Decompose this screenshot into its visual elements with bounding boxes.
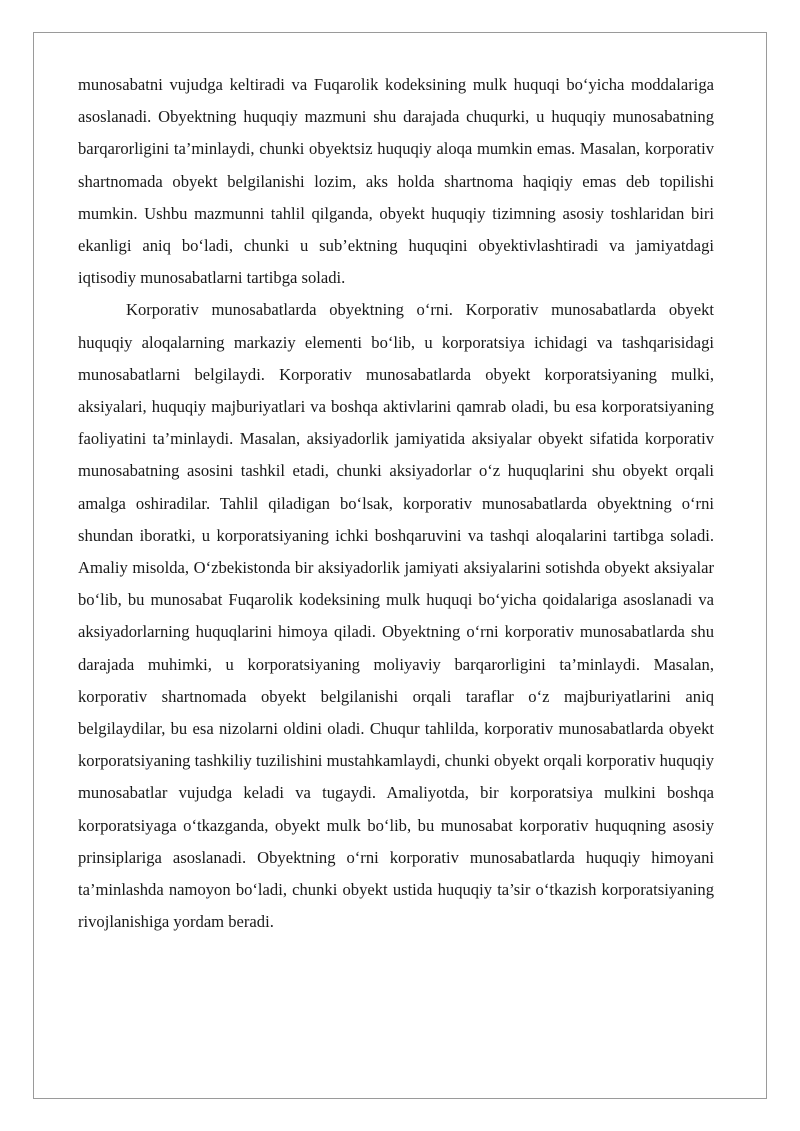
document-body: [78, 69, 714, 938]
paragraph-continued: munosabatni vujudga keltiradi va Fuqarolik kodeksining mulk huquqi bo‘yicha moddalariga asoslanadi. Obyektning huquqiy mazmuni shu darajada chuqurki, u huquqiy munosabatning barqarorligini ta’minlaydi, chunki obyektsiz huquqiy aloqa mumkin emas. Masalan, korporativ shartnomada obyekt belgilanishi lozim, aks holda shartnoma haqiqiy emas deb topilishi mumkin. Ushbu mazmunni tahlil qilganda, obyekt huquqiy tizimning asosiy toshlaridan biri ekanligi aniq bo‘ladi, chunki u sub’ektning huquqini obyektivlashtiradi va jamiyatdagi iqtisodiy munosabatlarni tartibga soladi.: [78, 75, 714, 288]
paragraph-object-role: Korporativ munosabatlarda obyektning o‘rni. Korporativ munosabatlarda obyekt huquqiy aloqalarning markaziy elementi bo‘lib, u korporatsiya ichidagi va tashqarisidagi munosabatlarni belgilaydi. Korporativ munosabatlarda obyekt korporatsiyaning mulki, aksiyalari, huquqiy majburiyatlari va boshqa aktivlarini qamrab oladi, bu esa korporatsiyaning faoliyatini ta’minlaydi. Masalan, aksiyadorlik jamiyatida aksiyalar obyekt sifatida korporativ munosabatning asosini tashkil etadi, chunki aksiyadorlar o‘z huquqlarini shu obyekt orqali amalga oshiradilar. Tahlil qiladigan bo‘lsak, korporativ munosabatlarda obyektning o‘rni shundan iboratki, u korporatsiyaning ichki boshqaruvini va tashqi aloqalarini tartibga soladi. Amaliy misolda, O‘zbekistonda bir aksiyadorlik jamiyati aksiyalarini sotishda obyekt aksiyalar bo‘lib, bu munosabat Fuqarolik kodeksining mulk huquqi bo‘yicha qoidalariga asoslanadi va aksiyadorlarning huquqlarini himoya qiladi. Obyektning o‘rni korporativ munosabatlarda shu darajada muhimki, u korporatsiyaning moliyaviy barqarorligini ta’minlaydi. Masalan, korporativ shartnomada obyekt belgilanishi orqali taraflar o‘z majburiyatlarini aniq belgilaydilar, bu esa nizolarni oldini oladi. Chuqur tahlilda, korporativ munosabatlarda obyekt korporatsiyaning tashkiliy tuzilishini mustahkamlaydi, chunki obyekt orqali korporativ huquqiy munosabatlar vujudga keladi va tugaydi. Amaliyotda, bir korporatsiya mulkini boshqa korporatsiyaga o‘tkazganda, obyekt mulk bo‘lib, bu munosabat korporativ huquqning asosiy prinsiplariga asoslanadi. Obyektning o‘rni korporativ munosabatlarda huquqiy himoyani ta’minlashda namoyon bo‘ladi, chunki obyekt ustida huquqiy ta’sir o‘tkazish korporatsiyaning rivojlanishiga yordam beradi.: [78, 300, 714, 932]
